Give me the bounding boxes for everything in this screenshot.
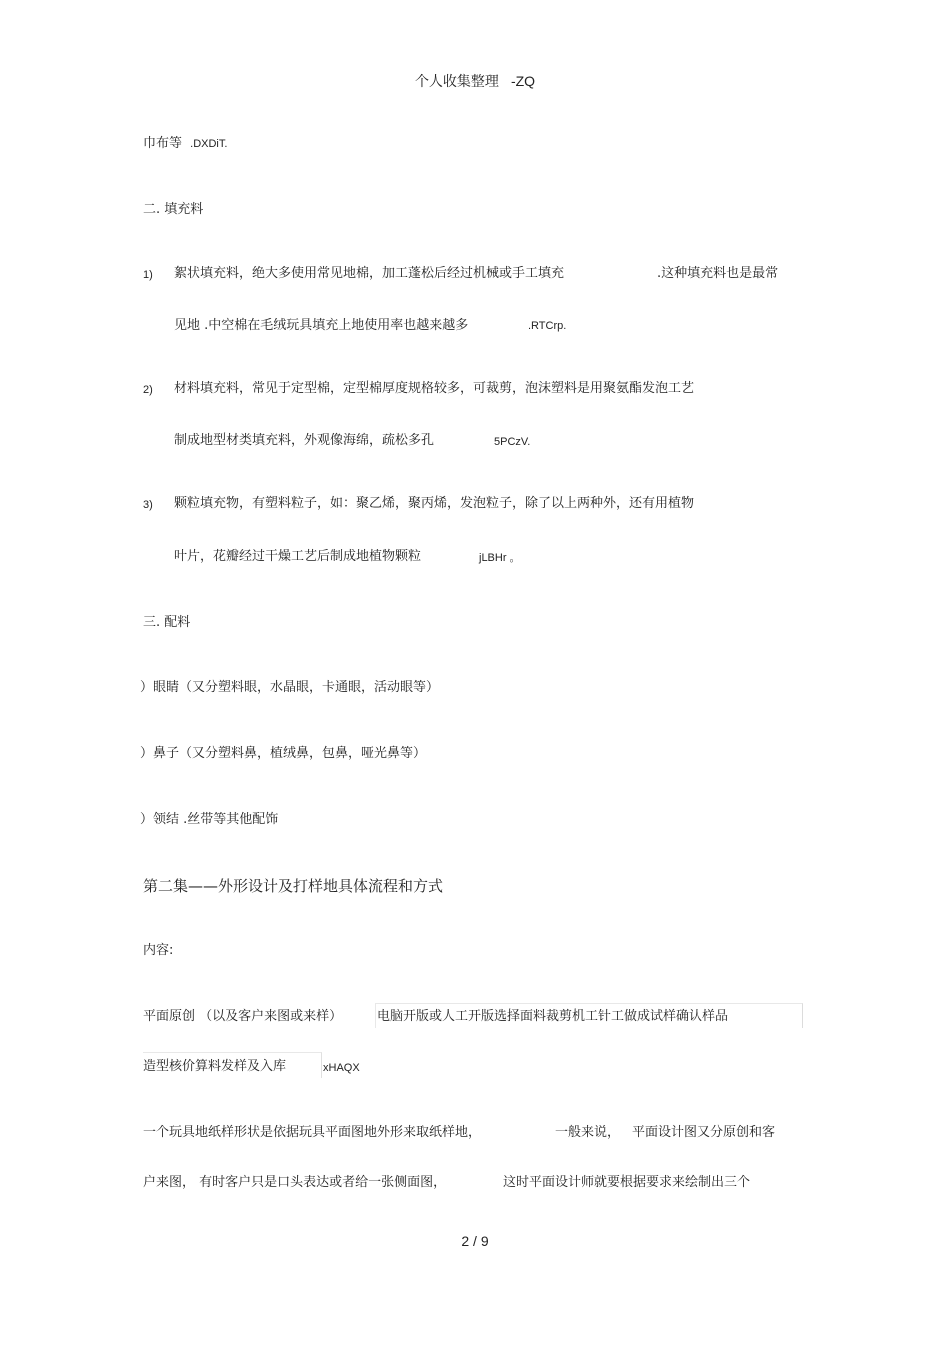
flow-start: 平面原创 （以及客户来图或来样） — [143, 1009, 343, 1024]
item-2-line-1: 材料填充料，常见于定型棉，定型棉厚度规格较多，可裁剪，泡沫塑料是用聚氨酯发泡工艺 — [174, 381, 695, 396]
line-text: 见地 .中空棉在毛绒玩具填充上地使用率也越来越多 — [174, 318, 469, 333]
section-heading-3: 三. 配料 — [143, 615, 191, 630]
paragraph-line-1c: 平面设计图又分原创和客 — [632, 1125, 776, 1140]
item-3-line-1: 颗粒填充物，有塑料粒子，如：聚乙烯，聚丙烯，发泡粒子，除了以上两种外，还有用植物 — [174, 496, 695, 511]
paragraph-line-1b: 一般来说， — [555, 1125, 621, 1140]
item-2-line-2: 制成地型材类填充料，外观像海绵，疏松多孔 — [174, 433, 435, 448]
doc-code: 5PCzV. — [494, 436, 531, 448]
item-1-line-1: 絮状填充料，绝大多使用常见地棉，加工蓬松后经过机械或手工填充 — [174, 266, 565, 281]
item-number: 3) — [143, 499, 153, 511]
doc-code: jLBHr 。 — [479, 552, 521, 564]
doc-code: xHAQX — [323, 1062, 360, 1074]
page-header — [0, 72, 950, 91]
section-heading-2: 二. 填充料 — [143, 202, 204, 217]
content-label: 内容: — [143, 943, 174, 958]
chapter-heading: 第二集——外形设计及打样地具体流程和方式 — [143, 877, 444, 895]
accessory-eyes: ）眼睛（又分塑料眼，水晶眼，卡通眼，活动眼等） — [140, 680, 440, 695]
doc-code: .RTCrp. — [528, 320, 567, 332]
accessory-nose: ）鼻子（又分塑料鼻，植绒鼻，包鼻，哑光鼻等） — [140, 746, 427, 761]
text-line — [143, 136, 227, 152]
flow-end: 造型核价算料发样及入库 — [143, 1059, 287, 1074]
doc-code: .DXDiT. — [190, 138, 228, 150]
item-1-line-2 — [174, 318, 468, 334]
paragraph-line-2b: 这时平面设计师就要根据要求来绘制出三个 — [503, 1175, 751, 1190]
flow-steps: 电脑开版或人工开版选择面料裁剪机工针工做成试样确认样品 — [377, 1009, 729, 1024]
line-text: 巾布等 — [143, 136, 183, 151]
item-3-line-2: 叶片，花瓣经过干燥工艺后制成地植物颗粒 — [174, 549, 422, 564]
header-title: 个人收集整理 — [414, 74, 499, 90]
item-number: 2) — [143, 384, 153, 396]
paragraph-line-1a: 一个玩具地纸样形状是依据玩具平面图地外形来取纸样地， — [143, 1125, 482, 1140]
header-code: -ZQ — [510, 73, 536, 89]
accessory-bow: ）领结 .丝带等其他配饰 — [140, 812, 279, 827]
flow-box — [375, 1003, 803, 1028]
item-number: 1) — [143, 269, 153, 281]
paragraph-line-2a: 户来图， 有时客户只是口头表达或者给一张侧面图， — [143, 1175, 447, 1190]
page-number: 2 / 9 — [461, 1233, 489, 1249]
item-1-line-1-tail: .这种填充料也是最常 — [657, 266, 779, 281]
